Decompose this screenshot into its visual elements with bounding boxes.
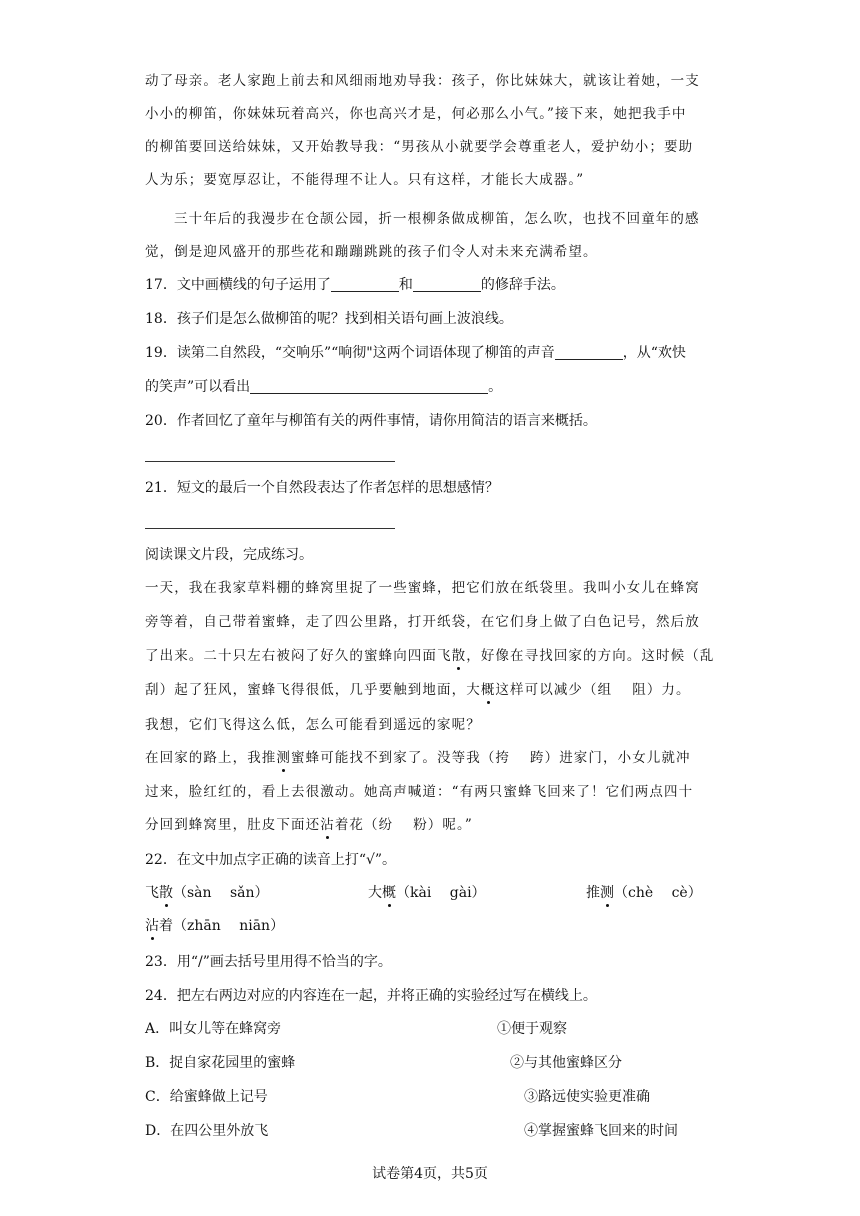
match-right-1[interactable]: ①便于观察 bbox=[497, 1021, 567, 1037]
passage2-line: 旁等着，自己带着蜜蜂，走了四公里路，打开纸袋，在它们身上做了白色记号，然后放 bbox=[145, 614, 700, 630]
answer-line[interactable] bbox=[145, 461, 395, 462]
dotted-char: 散 bbox=[451, 648, 467, 664]
page-footer: 试卷第4页，共5页 bbox=[372, 1166, 488, 1182]
passage1-line: 的柳笛要回送给妹妹，又开始教导我：“男孩从小就要学会尊重老人，爱护幼小；要助 bbox=[145, 139, 694, 155]
question-19: 19．读第二自然段，“交响乐”“响彻"这两个词语体现了柳笛的声音 ，从“欢快 bbox=[145, 345, 686, 361]
match-right-3[interactable]: ③路远使实验更准确 bbox=[524, 1089, 650, 1105]
question-17: 17．文中画横线的句子运用了 和 的修辞手法。 bbox=[145, 277, 565, 293]
passage1-line: 人为乐；要宽厚忍让，不能得理不让人。只有这样，才能长大成器。” bbox=[145, 172, 585, 188]
passage2-line: 分回到蜂窝里，肚皮下面还沾着花（纷 粉）呢。” bbox=[145, 817, 473, 833]
question-18: 18．孩子们是怎么做柳笛的呢？找到相关语句画上波浪线。 bbox=[145, 311, 513, 327]
match-left-b[interactable]: B．捉自家花园里的蜜蜂 bbox=[145, 1055, 296, 1071]
answer-blank[interactable] bbox=[331, 277, 399, 292]
question-23: 23．用“/”画去括号里用得不恰当的字。 bbox=[145, 954, 392, 970]
passage2-line: 一天，我在我家草料棚的蜂窝里捉了一些蜜蜂，把它们放在纸袋里。我叫小女儿在蜂窝 bbox=[145, 580, 700, 596]
answer-blank[interactable] bbox=[413, 277, 481, 292]
match-left-d[interactable]: D．在四公里外放飞 bbox=[145, 1123, 269, 1139]
passage1-line: 觉，倒是迎风盛开的那些花和蹦蹦跳跳的孩子们令人对未来充满希望。 bbox=[145, 244, 598, 260]
passage2-line: 了出来。二十只左右被闷了好久的蜜蜂向四面飞散，好像在寻找回家的方向。这时候（乱 bbox=[145, 648, 715, 664]
passage2-line: 过来，脸红红的，看上去很激动。她高声喊道：“有两只蜜蜂飞回来了！它们两点四十 bbox=[145, 784, 694, 800]
question-24: 24．把左右两边对应的内容连在一起，并将正确的实验经过写在横线上。 bbox=[145, 988, 597, 1004]
pinyin-item-san[interactable]: 飞散（sàn sǎn） bbox=[145, 885, 269, 901]
question-22: 22．在文中加点字正确的读音上打“√”。 bbox=[145, 852, 397, 868]
match-left-a[interactable]: A．叫女儿等在蜂窝旁 bbox=[145, 1021, 282, 1037]
passage1-line: 三十年后的我漫步在仓颉公园，折一根柳条做成柳笛，怎么吹，也找不回童年的感 bbox=[174, 211, 700, 227]
dotted-char: 沾 bbox=[320, 817, 335, 833]
answer-line[interactable] bbox=[145, 528, 395, 529]
passage1-line: 小小的柳笛，你妹妹玩着高兴，你也高兴才是，何必那么小气。”接下来，她把我手中 bbox=[145, 106, 687, 122]
question-19-cont: 的笑声”可以看出 。 bbox=[145, 379, 503, 395]
match-right-4[interactable]: ④掌握蜜蜂飞回来的时间 bbox=[524, 1123, 678, 1139]
passage2-line: 刮）起了狂风，蜜蜂飞得很低，几乎要触到地面，大概这样可以减少（组 阻）力。 bbox=[145, 682, 691, 698]
pinyin-item-zhan[interactable]: 沾着（zhān niān） bbox=[145, 918, 285, 934]
answer-blank[interactable] bbox=[250, 379, 488, 394]
question-21: 21．短文的最后一个自然段表达了作者怎样的思想感情？ bbox=[145, 480, 499, 496]
answer-blank[interactable] bbox=[555, 345, 623, 360]
passage2-line: 我想，它们飞得这么低，怎么可能看到遥远的家呢？ bbox=[145, 717, 481, 733]
dotted-char: 概 bbox=[480, 682, 496, 698]
question-20: 20．作者回忆了童年与柳笛有关的两件事情，请你用简洁的语言来概括。 bbox=[145, 413, 597, 429]
reading-intro: 阅读课文片段，完成练习。 bbox=[145, 547, 313, 563]
passage1-line: 动了母亲。老人家跑上前去和风细雨地劝导我：孩子，你比妹妹大，就该让着她，一支 bbox=[145, 73, 700, 89]
pinyin-item-ce[interactable]: 推测（chè cè） bbox=[586, 885, 702, 901]
match-left-c[interactable]: C．给蜜蜂做上记号 bbox=[145, 1089, 268, 1105]
pinyin-item-gai[interactable]: 大概（kài gài） bbox=[368, 885, 486, 901]
dotted-char: 测 bbox=[276, 750, 292, 766]
match-right-2[interactable]: ②与其他蜜蜂区分 bbox=[510, 1055, 622, 1071]
passage2-line: 在回家的路上，我推测蜜蜂可能找不到家了。没等我（挎 跨）进家门，小女儿就冲 bbox=[145, 750, 691, 766]
